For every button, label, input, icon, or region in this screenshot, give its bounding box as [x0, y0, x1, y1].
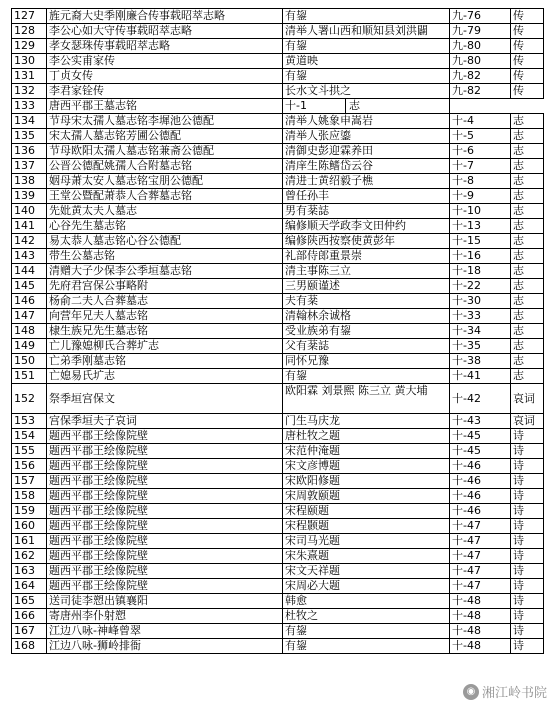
row-number: 165 [12, 594, 47, 609]
genre-label: 志 [511, 354, 544, 369]
work-title: 旌元裔大史季刚廉合传事载昭萃志略 [47, 9, 283, 24]
author-name: 有鋆 [283, 369, 450, 384]
genre-label: 诗 [511, 504, 544, 519]
work-title: 题西平郡王绘像院壁 [47, 429, 283, 444]
volume-ref: 九-80 [450, 39, 511, 54]
work-title: 孝女瑟珠传事载昭萃志略 [47, 39, 283, 54]
table-row [12, 369, 544, 384]
work-title: 节母宋太孺人墓志铭李墀池公德配 [47, 114, 283, 129]
genre-label: 志 [511, 189, 544, 204]
row-number: 128 [12, 24, 47, 39]
genre-label: 诗 [511, 474, 544, 489]
row-number: 129 [12, 39, 47, 54]
volume-ref: 十-45 [450, 444, 511, 459]
table-row [12, 264, 544, 279]
row-number: 146 [12, 294, 47, 309]
genre-label: 志 [511, 339, 544, 354]
author-name: 曾任孙丰 [283, 189, 450, 204]
table-row [12, 204, 544, 219]
author-name: 礼部侍郎重景崇 [283, 249, 450, 264]
genre-label: 诗 [511, 519, 544, 534]
work-title: 李君家铨传 [47, 84, 283, 99]
genre-label: 志 [511, 369, 544, 384]
work-title: 江边八咏-神峰曾翠 [47, 624, 283, 639]
row-number: 147 [12, 309, 47, 324]
volume-ref: 十-46 [450, 459, 511, 474]
table-row [12, 129, 544, 144]
volume-ref: 九-79 [450, 24, 511, 39]
row-number: 137 [12, 159, 47, 174]
author-name: 宋欧阳修题 [283, 474, 450, 489]
row-number: 148 [12, 324, 47, 339]
genre-label: 传 [511, 9, 544, 24]
work-title: 题西平郡王绘像院壁 [47, 474, 283, 489]
table-row [12, 309, 544, 324]
author-name: 同怀兄豫 [283, 354, 450, 369]
row-number: 133 [12, 99, 47, 114]
volume-ref: 十-10 [450, 204, 511, 219]
author-name: 清庠生陈鳍岱云谷 [283, 159, 450, 174]
author-name: 宋文天祥题 [283, 564, 450, 579]
work-title: 宋太孺人墓志铭芳圃公德配 [47, 129, 283, 144]
table-row [12, 549, 544, 564]
volume-ref: 十-47 [450, 519, 511, 534]
work-title: 题西平郡王绘像院壁 [47, 444, 283, 459]
volume-ref: 九-82 [450, 69, 511, 84]
table-row [12, 54, 544, 69]
work-title: 题西平郡王绘像院壁 [47, 534, 283, 549]
genre-label: 志 [511, 279, 544, 294]
volume-ref: 十-47 [450, 534, 511, 549]
row-number: 127 [12, 9, 47, 24]
row-number: 144 [12, 264, 47, 279]
author-name: 欧阳霖 刘景熙 陈三立 黄大埔 [283, 384, 450, 414]
author-name: 父有棻誌 [283, 339, 450, 354]
row-number: 138 [12, 174, 47, 189]
genre-label: 志 [511, 219, 544, 234]
author-name: 男有棻誌 [283, 204, 450, 219]
work-title: 易太恭人墓志铭心谷公德配 [47, 234, 283, 249]
table-row [12, 219, 544, 234]
table-row [12, 144, 544, 159]
work-title: 丁贞女传 [47, 69, 283, 84]
work-title: 李公实甫家传 [47, 54, 283, 69]
genre-label: 志 [349, 99, 360, 112]
volume-ref: 十-5 [450, 129, 511, 144]
volume-ref: 十-8 [450, 174, 511, 189]
genre-label: 志 [511, 204, 544, 219]
index-table [11, 8, 544, 654]
genre-label: 志 [511, 309, 544, 324]
author-name: 清举人张应鎏 [283, 129, 450, 144]
author-name: 清进士黄绍毅子樵 [283, 174, 450, 189]
author-name: 有鋆 [283, 639, 450, 654]
genre-label: 诗 [511, 639, 544, 654]
work-title: 江边八咏-狮岭排衙 [47, 639, 283, 654]
author-name: 有鋆 [283, 9, 450, 24]
row-number: 167 [12, 624, 47, 639]
table-row [12, 324, 544, 339]
author-name: 有鋆 [283, 39, 450, 54]
work-title: 题西平郡王绘像院壁 [47, 564, 283, 579]
author-name: 杜牧之 [283, 609, 450, 624]
volume-ref: 十-33 [450, 309, 511, 324]
volume-ref: 十-15 [450, 234, 511, 249]
work-title: 心谷先生墓志铭 [47, 219, 283, 234]
genre-label: 诗 [511, 579, 544, 594]
table-row [12, 114, 544, 129]
table-row [12, 294, 544, 309]
row-number: 141 [12, 219, 47, 234]
author-name: 黄道映 [283, 54, 450, 69]
volume-ref: 十-22 [450, 279, 511, 294]
volume-ref: 十-9 [450, 189, 511, 204]
volume-ref: 十-42 [450, 384, 511, 414]
author-name: 宋文彦博题 [283, 459, 450, 474]
genre-label: 志 [511, 234, 544, 249]
volume-ref: 十-46 [450, 474, 511, 489]
row-number: 151 [12, 369, 47, 384]
row-number: 164 [12, 579, 47, 594]
genre-label: 志 [511, 159, 544, 174]
work-title: 亡媳易氏圹志 [47, 369, 283, 384]
genre-label: 诗 [511, 564, 544, 579]
author-name: 宋周敦颐题 [283, 489, 450, 504]
volume-ref: 十-16 [450, 249, 511, 264]
table-row [12, 9, 544, 24]
volume-ref: 十-47 [450, 549, 511, 564]
volume-ref: 十-48 [450, 609, 511, 624]
genre-label: 传 [511, 24, 544, 39]
row-number: 153 [12, 414, 47, 429]
row-number: 161 [12, 534, 47, 549]
work-title: 题西平郡王绘像院壁 [47, 579, 283, 594]
author-name: 有鋆 [283, 624, 450, 639]
table-row [12, 534, 544, 549]
work-title: 题西平郡王绘像院壁 [47, 489, 283, 504]
work-title: 棣生族兄先生墓志铭 [47, 324, 283, 339]
row-number: 166 [12, 609, 47, 624]
table-row [12, 339, 544, 354]
volume-ref: 十-7 [450, 159, 511, 174]
table-row [12, 489, 544, 504]
table-row [12, 624, 544, 639]
volume-ref: 十-1 [285, 99, 346, 113]
work-title: 题西平郡王绘像院壁 [47, 459, 283, 474]
author-name: 编修顺天学政李文田仲约 [283, 219, 450, 234]
work-title: 寄唐州李仆射愬 [47, 609, 283, 624]
empty-cell [511, 99, 544, 114]
table-row [12, 159, 544, 174]
table-row [12, 444, 544, 459]
row-number: 156 [12, 459, 47, 474]
table-row [12, 69, 544, 84]
work-title: 向营年兄夫人墓志铭 [47, 309, 283, 324]
genre-label: 传 [511, 54, 544, 69]
genre-label: 传 [511, 39, 544, 54]
author-name: 宋司马光题 [283, 534, 450, 549]
genre-label: 诗 [511, 534, 544, 549]
table-row [12, 354, 544, 369]
genre-label: 诗 [511, 459, 544, 474]
row-number: 160 [12, 519, 47, 534]
table-row [12, 99, 544, 114]
work-title: 带生公墓志铭 [47, 249, 283, 264]
volume-ref: 十-47 [450, 564, 511, 579]
genre-label: 哀词 [511, 384, 544, 414]
genre-label: 诗 [511, 549, 544, 564]
genre-label: 志 [511, 174, 544, 189]
table-row [12, 429, 544, 444]
volume-ref: 九-76 [450, 9, 511, 24]
table-row [12, 474, 544, 489]
work-title: 唐西平郡王墓志铭 [47, 99, 283, 114]
author-name: 宋程颐题 [283, 504, 450, 519]
row-number: 140 [12, 204, 47, 219]
row-number: 155 [12, 444, 47, 459]
table-row [12, 519, 544, 534]
genre-label: 传 [511, 69, 544, 84]
volume-ref: 十-45 [450, 429, 511, 444]
table-row [12, 579, 544, 594]
author-name: 清主事陈三立 [283, 264, 450, 279]
genre-label: 志 [511, 114, 544, 129]
work-title: 亡弟季刚墓志铭 [47, 354, 283, 369]
author-cell [283, 99, 450, 114]
author-name: 唐杜牧之题 [283, 429, 450, 444]
table-row [12, 189, 544, 204]
row-number: 131 [12, 69, 47, 84]
row-number: 145 [12, 279, 47, 294]
genre-label: 志 [511, 264, 544, 279]
table-row [12, 249, 544, 264]
volume-ref: 九-80 [450, 54, 511, 69]
row-number: 163 [12, 564, 47, 579]
genre-label: 哀词 [511, 414, 544, 429]
row-number: 159 [12, 504, 47, 519]
work-title: 公晋公德配姚孺人合附墓志铭 [47, 159, 283, 174]
table-row [12, 84, 544, 99]
volume-ref: 十-47 [450, 579, 511, 594]
index-table-body [12, 9, 544, 654]
author-name: 夫有棻 [283, 294, 450, 309]
author-name: 清御史彭迎霖养田 [283, 144, 450, 159]
row-number: 158 [12, 489, 47, 504]
author-name: 宋朱熹题 [283, 549, 450, 564]
volume-ref: 十-13 [450, 219, 511, 234]
table-row [12, 564, 544, 579]
table-row [12, 174, 544, 189]
volume-ref: 十-48 [450, 639, 511, 654]
row-number: 168 [12, 639, 47, 654]
genre-label: 传 [511, 84, 544, 99]
genre-label: 诗 [511, 594, 544, 609]
work-title: 先妣黄太夫人墓志 [47, 204, 283, 219]
volume-ref: 十-43 [450, 414, 511, 429]
author-name: 受业族弟有鋆 [283, 324, 450, 339]
genre-label: 志 [511, 144, 544, 159]
genre-label: 志 [511, 294, 544, 309]
work-title: 先府君宫保公事略附 [47, 279, 283, 294]
work-title: 亡儿豫媳柳氏合葬圹志 [47, 339, 283, 354]
row-number: 143 [12, 249, 47, 264]
row-number: 150 [12, 354, 47, 369]
work-title: 姻母萧太安人墓志铭宝朋公德配 [47, 174, 283, 189]
author-name: 宋程颢题 [283, 519, 450, 534]
author-name: 有鋆 [283, 69, 450, 84]
row-number: 130 [12, 54, 47, 69]
genre-label: 诗 [511, 429, 544, 444]
row-number: 135 [12, 129, 47, 144]
watermark [463, 682, 547, 701]
work-title: 题西平郡王绘像院壁 [47, 519, 283, 534]
author-name: 三男颐谨述 [283, 279, 450, 294]
work-title: 李公心如大守传事载昭萃志略 [47, 24, 283, 39]
volume-ref: 十-46 [450, 504, 511, 519]
volume-ref: 十-35 [450, 339, 511, 354]
volume-ref: 十-48 [450, 594, 511, 609]
volume-ref: 十-46 [450, 489, 511, 504]
author-name: 门生马庆龙 [283, 414, 450, 429]
table-row [12, 234, 544, 249]
genre-label: 志 [511, 249, 544, 264]
work-title: 送司徒李愬出镇襄阳 [47, 594, 283, 609]
row-number: 149 [12, 339, 47, 354]
watermark-text: 湘江岭书院 [481, 686, 547, 701]
table-row [12, 594, 544, 609]
table-row [12, 24, 544, 39]
genre-label: 诗 [511, 609, 544, 624]
author-name: 清翰林余诚格 [283, 309, 450, 324]
author-name: 宋范仲淹题 [283, 444, 450, 459]
volume-ref: 十-4 [450, 114, 511, 129]
table-row [12, 39, 544, 54]
genre-label: 诗 [511, 444, 544, 459]
work-title: 王堂公暨配萧恭人合葬墓志铭 [47, 189, 283, 204]
work-title: 祭季垣宫保文 [47, 384, 283, 414]
work-title: 题西平郡王绘像院壁 [47, 504, 283, 519]
work-title: 题西平郡王绘像院壁 [47, 549, 283, 564]
row-number: 152 [12, 384, 47, 414]
author-name: 编修陕西按察使黄彭年 [283, 234, 450, 249]
table-row [12, 414, 544, 429]
row-number: 134 [12, 114, 47, 129]
volume-ref: 十-6 [450, 144, 511, 159]
volume-ref: 十-41 [450, 369, 511, 384]
empty-cell [450, 99, 511, 114]
table-row [12, 609, 544, 624]
table-row [12, 639, 544, 654]
author-name: 长水文斗拱之 [283, 84, 450, 99]
table-row [12, 279, 544, 294]
volume-ref: 十-48 [450, 624, 511, 639]
genre-label: 志 [511, 324, 544, 339]
genre-label: 志 [511, 129, 544, 144]
row-number: 162 [12, 549, 47, 564]
author-name: 清举人署山西和顺知县刘洪闢 [283, 24, 450, 39]
volume-ref: 十-18 [450, 264, 511, 279]
table-row [12, 459, 544, 474]
row-number: 132 [12, 84, 47, 99]
author-name: 韩愈 [283, 594, 450, 609]
row-number: 139 [12, 189, 47, 204]
work-title: 杨俞二夫人合葬墓志 [47, 294, 283, 309]
table-row [12, 384, 544, 414]
author-name: 宋周必大题 [283, 579, 450, 594]
table-row [12, 504, 544, 519]
volume-ref: 十-38 [450, 354, 511, 369]
volume-ref: 九-82 [450, 84, 511, 99]
genre-label: 诗 [511, 624, 544, 639]
row-number: 154 [12, 429, 47, 444]
row-number: 157 [12, 474, 47, 489]
work-title: 节母欧阳太孺人墓志铭兼斋公德配 [47, 144, 283, 159]
row-number: 136 [12, 144, 47, 159]
work-title: 清赠大子少保李公季垣墓志铭 [47, 264, 283, 279]
wechat-icon: ◉ [463, 684, 479, 700]
work-title: 宫保季垣夫子哀词 [47, 414, 283, 429]
volume-ref: 十-34 [450, 324, 511, 339]
author-name: 清举人姚象申嵩岩 [283, 114, 450, 129]
genre-label: 诗 [511, 489, 544, 504]
row-number: 142 [12, 234, 47, 249]
volume-ref: 十-30 [450, 294, 511, 309]
